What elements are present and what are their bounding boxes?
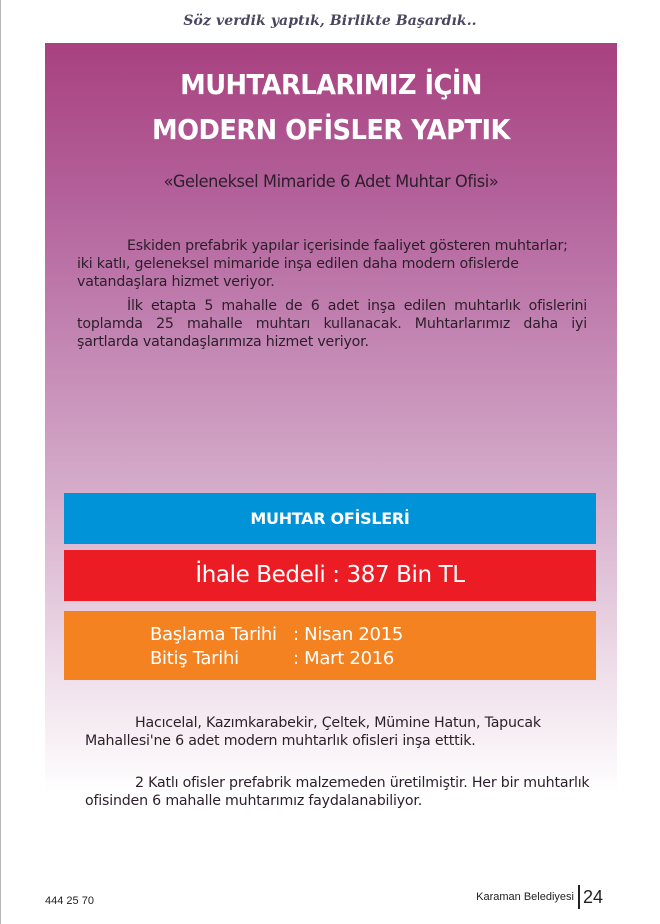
page-border xyxy=(0,0,1,924)
paragraph-4 xyxy=(85,774,590,810)
header-tagline: Söz verdik yaptık, Birlikte Başardık.. xyxy=(183,13,477,29)
title-line-2: MODERN OFİSLER YAPTIK xyxy=(152,113,510,146)
paragraph-3 xyxy=(85,714,590,750)
offices-heading-box: MUHTAR OFİSLERİ xyxy=(64,493,596,544)
tender-price-box: İhale Bedeli : 387 Bin TL xyxy=(64,550,596,601)
paragraph-4-text: 2 Katlı ofisler prefabrik malzemeden üretilmiştir. Her bir muhtarlık ofisinden 6 mahalle muhtarımız faydalanabiliyor. xyxy=(85,775,590,809)
start-date-row xyxy=(150,623,596,647)
title-line-1: MUHTARLARIMIZ İÇİN xyxy=(180,68,482,101)
footer-right xyxy=(476,885,603,909)
paragraph-1 xyxy=(77,237,587,291)
end-date-value: : Mart 2016 xyxy=(293,648,395,669)
footer-phone: 444 25 70 xyxy=(45,895,94,907)
article-title xyxy=(68,62,594,152)
paragraph-2-text: İlk etapta 5 mahalle de 6 adet inşa edilen muhtarlık ofislerini toplamda 25 mahalle muhtarı kullanacak. Muhtarlarımız daha iyi şartlarda vatandaşlarımıza hizmet veriyor. xyxy=(77,298,587,350)
article-subtitle: «Geleneksel Mimaride 6 Adet Muhtar Ofisi» xyxy=(163,172,499,192)
footer-separator xyxy=(578,885,580,909)
dates-box xyxy=(64,611,596,680)
footer-organization: Karaman Belediyesi xyxy=(476,891,574,903)
paragraph-3-text: Hacıcelal, Kazımkarabekir, Çeltek, Mümine Hatun, Tapucak Mahallesi'ne 6 adet modern muhtarlık ofisleri inşa etttik. xyxy=(85,715,541,749)
end-date-label: Bitiş Tarihi xyxy=(150,648,239,669)
page-number: 24 xyxy=(582,886,603,907)
paragraph-2 xyxy=(77,297,587,351)
article-panel xyxy=(45,43,617,793)
end-date-row xyxy=(150,647,596,671)
start-date-value: : Nisan 2015 xyxy=(293,624,403,645)
start-date-label: Başlama Tarihi xyxy=(150,624,277,645)
paragraph-1-text: Eskiden prefabrik yapılar içerisinde faaliyet gösteren muhtarlar; iki katlı, geleneksel mimaride inşa edilen daha modern ofislerde vatandaşlara hizmet veriyor. xyxy=(77,238,568,290)
